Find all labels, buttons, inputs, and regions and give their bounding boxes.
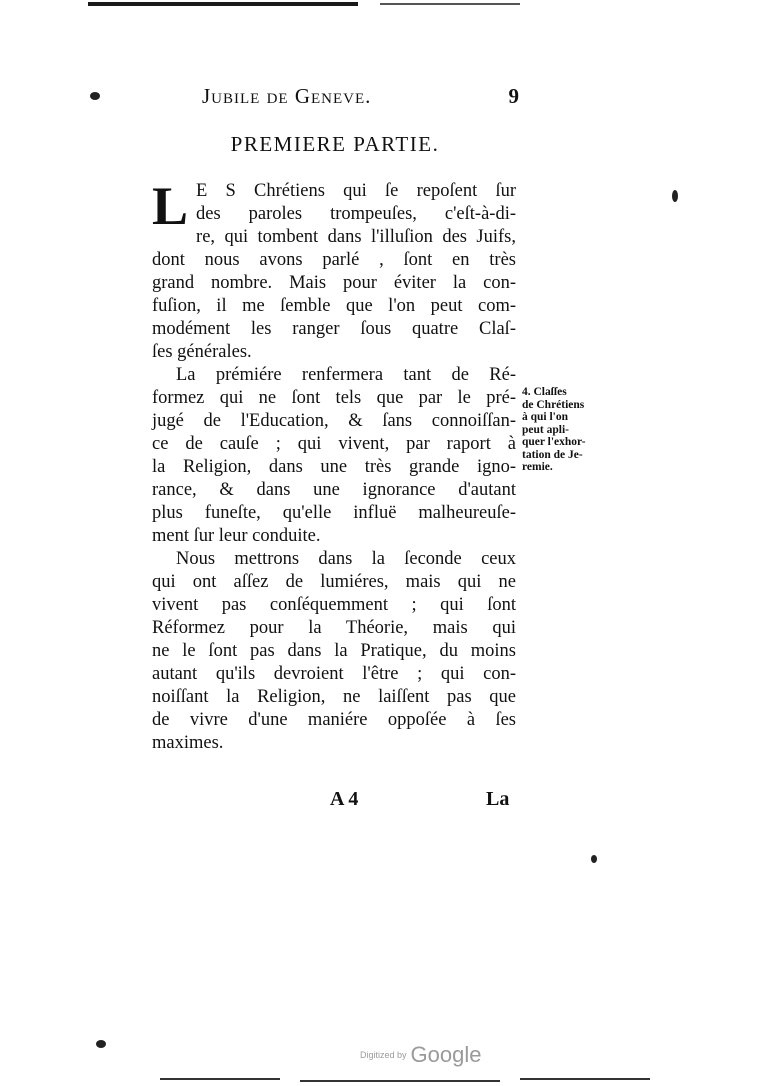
- text-line: dont nous avons parlé , ſont en très: [152, 250, 516, 270]
- paragraph-1: [152, 176, 516, 364]
- text-line: qui ont aſſez de lumiéres, mais qui ne: [152, 572, 516, 592]
- google-logo: Google: [410, 1042, 482, 1067]
- scan-speck: [672, 190, 678, 202]
- drop-cap: L: [152, 176, 189, 236]
- text-line: autant qu'ils devroient l'être ; qui con-: [152, 664, 516, 684]
- text-line: la Religion, dans une très grande igno-: [152, 457, 516, 477]
- scan-speck: [96, 1040, 106, 1048]
- bottom-edge-rule: [160, 1078, 280, 1080]
- margin-note-line: à qui l'on: [522, 411, 569, 423]
- bottom-edge-rule: [300, 1080, 500, 1082]
- margin-note-line: tation de Je-: [522, 448, 583, 461]
- text-line: modément les ranger ſous quatre Claſ-: [152, 319, 516, 339]
- text-line: rance, & dans une ignorance d'autant: [152, 480, 516, 500]
- text-line: maximes.: [152, 733, 224, 753]
- body-text: [152, 176, 516, 755]
- text-line: noiſſant la Religion, ne laiſſent pas que: [152, 687, 516, 707]
- digitized-watermark: [360, 1042, 481, 1068]
- text-line: ment ſur leur conduite.: [152, 526, 321, 546]
- signature-mark: A 4: [330, 788, 359, 810]
- text-line: E S Chrétiens qui ſe repoſent ſur: [196, 181, 516, 201]
- scan-speck: [591, 855, 597, 863]
- margin-note: [522, 386, 596, 474]
- margin-note-line: quer l'exhor-: [522, 436, 586, 448]
- text-line: formez qui ne ſont tels que par le pré-: [152, 388, 516, 408]
- text-line: plus funeſte, qu'elle influë malheureuſe-: [152, 503, 516, 523]
- text-line: de vivre d'une maniére oppoſée à ſes: [152, 710, 516, 730]
- margin-note-line: peut apli-: [522, 423, 569, 436]
- margin-note-line: de Chrétiens: [522, 398, 585, 411]
- margin-note-line: remie.: [522, 461, 553, 473]
- text-line: La prémiére renfermera tant de Ré-: [176, 365, 516, 385]
- text-line: ſes générales.: [152, 342, 252, 362]
- text-line: Nous mettrons dans la ſeconde ceux: [176, 549, 516, 569]
- watermark-prefix: Digitized by: [360, 1050, 407, 1060]
- page-number: 9: [508, 84, 520, 108]
- running-head-title: Jubile de Geneve.: [202, 84, 372, 108]
- catchword: La: [486, 788, 510, 810]
- text-line: grand nombre. Mais pour éviter la con-: [152, 273, 516, 293]
- paragraph-3: [152, 548, 516, 755]
- text-line: fuſion, il me ſemble que l'on peut com-: [152, 296, 516, 316]
- top-edge-rule: [88, 2, 358, 6]
- margin-note-line: 4. Claſſes: [522, 386, 567, 398]
- bottom-edge-rule: [520, 1078, 650, 1080]
- text-line: vivent pas conſéquemment ; qui ſont: [152, 595, 516, 615]
- scan-speck: [90, 92, 100, 100]
- text-line: jugé de l'Education, & ſans connoiſſan-: [152, 411, 516, 431]
- text-line: ne le ſont pas dans la Pratique, du moins: [152, 641, 516, 661]
- text-line: des paroles trompeuſes, c'eſt-à-di-: [196, 204, 516, 224]
- text-line: re, qui tombent dans l'illuſion des Juifs,: [196, 227, 516, 247]
- top-edge-rule-secondary: [380, 3, 520, 5]
- text-line: Réformez pour la Théorie, mais qui: [152, 618, 516, 638]
- text-line: ce de cauſe ; qui vivent, par raport à: [152, 434, 516, 454]
- section-title: PREMIERE PARTIE.: [230, 132, 440, 156]
- paragraph-2: [152, 364, 516, 548]
